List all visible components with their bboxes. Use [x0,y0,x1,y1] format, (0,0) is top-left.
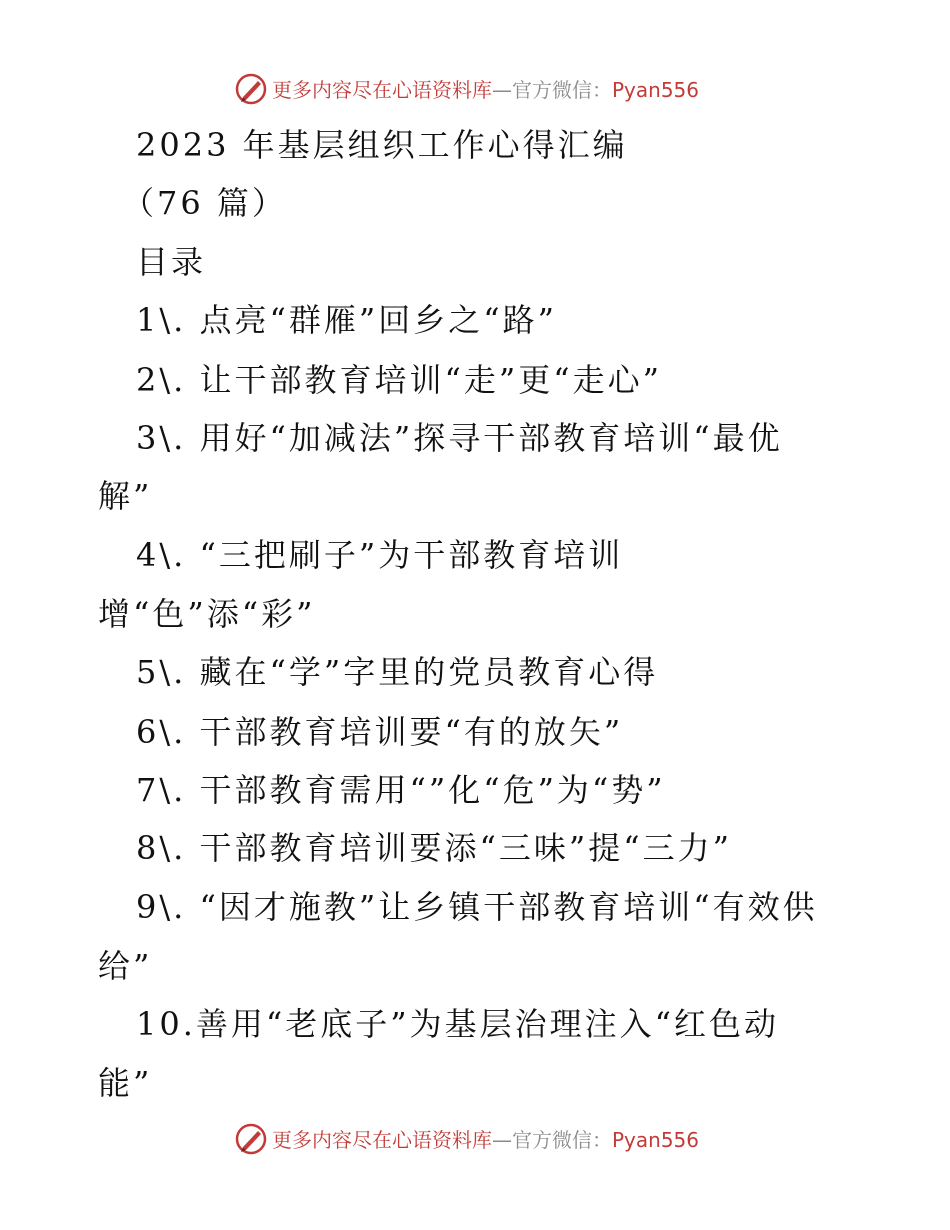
toc-item-continuation: 解” [98,477,153,515]
toc-item: 5\. 藏在“学”字里的党员教育心得 [136,653,659,691]
watermark-wechat-id: Pyan556 [612,1128,700,1152]
pen-logo-icon [234,72,268,106]
watermark-official: 官方微信： [512,1128,612,1152]
watermark-text [272,1128,699,1152]
toc-item: 10.善用“老底子”为基层治理注入“红色动 [136,1005,779,1043]
toc-item: 9\. “因才施教”让乡镇干部教育培训“有效供 [136,888,818,926]
toc-item: 8\. 干部教育培训要添“三味”提“三力” [136,829,732,867]
toc-heading: 目录 [136,243,207,281]
header-watermark [0,70,950,110]
watermark-site: 更多内容尽在心语资料库 [272,78,492,102]
document-title: 2023 年基层组织工作心得汇编 [136,126,628,164]
toc-item-continuation: 增“色”添“彩” [98,595,316,633]
toc-item: 1\. 点亮“群雁”回乡之“路” [136,301,557,339]
toc-item: 7\. 干部教育需用“”化“危”为“势” [136,771,666,809]
watermark-dash: — [492,1128,512,1152]
toc-item: 6\. 干部教育培训要“有的放矢” [136,713,624,751]
pen-logo-icon [234,1122,268,1156]
toc-item: 3\. 用好“加减法”探寻干部教育培训“最优 [136,419,783,457]
toc-item-continuation: 能” [98,1064,153,1102]
watermark-text [272,78,699,102]
watermark-official: 官方微信： [512,78,612,102]
document-count: （76 篇） [122,184,287,222]
toc-item: 4\. “三把刷子”为干部教育培训 [136,536,624,574]
watermark-wechat-id: Pyan556 [612,78,700,102]
toc-item: 2\. 让干部教育培训“走”更“走心” [136,361,662,399]
watermark-dash: — [492,78,512,102]
watermark-site: 更多内容尽在心语资料库 [272,1128,492,1152]
footer-watermark [0,1120,950,1160]
toc-item-continuation: 给” [98,947,153,985]
